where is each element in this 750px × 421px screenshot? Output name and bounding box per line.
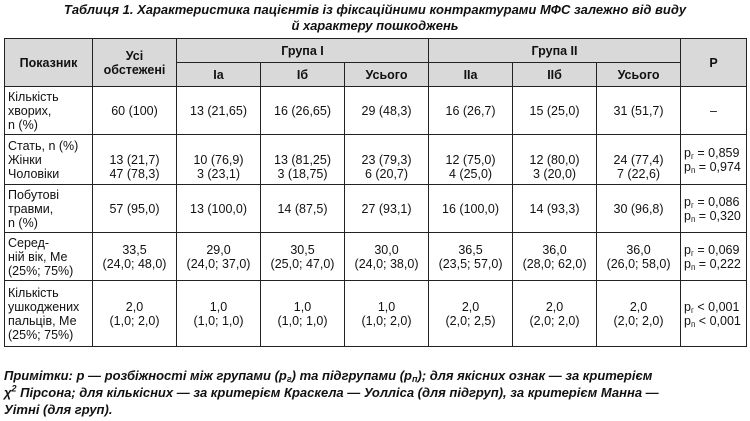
cell-value: (1,0; 1,0) [193, 313, 244, 328]
p-value-line [684, 146, 743, 160]
cell-value: 30,0 [374, 242, 399, 257]
cell-value: 24 (77,4) [613, 152, 664, 167]
p-value-cell [681, 87, 747, 135]
note-prefix: Примітки: p — розбіжності між групами (p [4, 368, 287, 383]
cell-value: 3 (18,75) [277, 166, 328, 181]
table-cell [345, 135, 429, 185]
cell-value: 30 (96,8) [613, 201, 664, 216]
cell-value: 13 (21,65) [190, 103, 247, 118]
p-subscript: п [690, 165, 696, 175]
cell-value: 57 (95,0) [109, 201, 160, 216]
p-value: < 0,001 [693, 299, 740, 314]
row-label [5, 135, 93, 185]
cell-value: 6 (20,7) [364, 166, 409, 181]
table-cell [93, 87, 177, 135]
p-symbol: p [684, 299, 691, 314]
table-cell [177, 233, 261, 281]
cell-value: 2,0 [125, 299, 144, 314]
cell-value: (1,0; 1,0) [277, 313, 328, 328]
p-symbol: p [684, 194, 691, 209]
row-label-line: (25%; 75%) [8, 263, 74, 278]
cell-value: 16 (26,7) [445, 103, 496, 118]
table-cell [429, 135, 513, 185]
p-value: = 0,974 [695, 159, 741, 174]
row-label-line: ній вік, Ме [8, 249, 68, 264]
cell-value: 2,0 [629, 299, 648, 314]
note-rest: Пірсона; для кількісних — за критерієм Краскела — Уолліса (для підгруп), за критерієм Манна — [16, 385, 659, 400]
cell-value: 36,0 [626, 242, 651, 257]
table-cell [513, 281, 597, 347]
cell-value: (25,0; 47,0) [270, 256, 335, 271]
cell-value: 36,5 [458, 242, 483, 257]
table-cell [177, 135, 261, 185]
header-subgroup-1a: Iа [177, 63, 261, 87]
cell-value: 29 (48,3) [361, 103, 412, 118]
cell-value: (23,5; 57,0) [438, 256, 503, 271]
cell-value: 10 (76,9) [193, 152, 244, 167]
table-cell [345, 87, 429, 135]
caption-line-1: Таблиця 1. Характеристика пацієнтів із фіксаційними контрактурами МФС залежно від виду [63, 2, 687, 17]
table-cell [93, 281, 177, 347]
header-all-examined: Усі обстежені [93, 39, 177, 87]
row-label-line: травми, [8, 201, 54, 216]
cell-value: 36,0 [542, 242, 567, 257]
cell-value: 4 (25,0) [448, 166, 493, 181]
row-label-line: n (%) [8, 215, 38, 230]
cell-value: 7 (22,6) [616, 166, 661, 181]
table-row [5, 185, 747, 233]
cell-value: 23 (79,3) [361, 152, 412, 167]
p-value-cell [681, 281, 747, 347]
cell-value [432, 139, 509, 153]
cell-value: (1,0; 2,0) [109, 313, 160, 328]
table-cell [261, 233, 345, 281]
note-last: Уітні (для груп). [4, 402, 113, 417]
cell-value: (2,0; 2,0) [529, 313, 580, 328]
table-cell [93, 233, 177, 281]
row-label [5, 185, 93, 233]
row-label [5, 281, 93, 347]
cell-value: 15 (25,0) [529, 103, 580, 118]
cell-value: 16 (26,65) [274, 103, 331, 118]
table-cell [261, 281, 345, 347]
cell-value: (2,0; 2,5) [445, 313, 496, 328]
cell-value: (1,0; 2,0) [361, 313, 412, 328]
row-label-line: хворих, [8, 103, 52, 118]
row-label [5, 87, 93, 135]
p-value-line [684, 209, 743, 223]
table-cell [345, 233, 429, 281]
row-label-line: Серед- [8, 235, 50, 250]
p-subscript: п [690, 262, 696, 272]
row-label-line: (25%; 75%) [8, 327, 74, 342]
p-subscript: п [690, 319, 696, 329]
cell-value: 30,5 [290, 242, 315, 257]
cell-value: 47 (78,3) [109, 166, 160, 181]
p-symbol: p [684, 159, 691, 174]
cell-value [516, 139, 593, 153]
table-cell [429, 185, 513, 233]
table-cell [597, 135, 681, 185]
cell-value: 1,0 [293, 299, 312, 314]
header-group-1-total: Усього [345, 63, 429, 87]
cell-value: 2,0 [545, 299, 564, 314]
header-subgroup-1b: Iб [261, 63, 345, 87]
p-value-line [684, 257, 743, 271]
p-subscript: п [690, 214, 696, 224]
caption-line-2: й характеру пошкоджень [291, 18, 459, 33]
header-group-2-total: Усього [597, 63, 681, 87]
p-value: < 0,001 [695, 313, 741, 328]
p-value-cell [681, 233, 747, 281]
cell-value: 1,0 [209, 299, 228, 314]
patient-characteristics-table [4, 38, 747, 347]
table-row [5, 233, 747, 281]
p-value-line [684, 160, 743, 174]
cell-value: 3 (20,0) [532, 166, 577, 181]
table-notes [4, 367, 746, 418]
p-value: = 0,222 [695, 256, 741, 271]
table-cell [261, 87, 345, 135]
table-cell [345, 185, 429, 233]
table-cell [261, 185, 345, 233]
cell-value: (24,0; 48,0) [102, 256, 167, 271]
row-label [5, 233, 93, 281]
row-label-line: n (%) [8, 117, 38, 132]
cell-value [348, 139, 425, 153]
p-symbol: p [684, 256, 691, 271]
p-subscript: г [690, 248, 694, 258]
note-sup-2: 2 [11, 383, 17, 394]
p-value: = 0,859 [693, 145, 740, 160]
p-value: = 0,069 [693, 242, 740, 257]
header-group-2: Група II [429, 39, 681, 63]
table-cell [429, 87, 513, 135]
cell-value: 3 (23,1) [196, 166, 241, 181]
header-subgroup-2b: IIб [513, 63, 597, 87]
p-subscript: г [690, 200, 694, 210]
table-cell [597, 233, 681, 281]
row-label-line: Стать, n (%) [8, 138, 79, 153]
header-indicator: Показник [5, 39, 93, 87]
cell-value: 60 (100) [111, 103, 158, 118]
table-cell [597, 281, 681, 347]
table-caption [0, 2, 750, 34]
cell-value: (26,0; 58,0) [606, 256, 671, 271]
header-subgroup-2a: IIа [429, 63, 513, 87]
header-p: P [681, 39, 747, 87]
row-label-line: Чоловіки [8, 166, 60, 181]
note-after: ); для якісних ознак — за критерієм [417, 368, 653, 383]
p-value-line [684, 195, 743, 209]
table-cell [177, 281, 261, 347]
cell-value: (24,0; 37,0) [186, 256, 251, 271]
cell-value: 33,5 [122, 242, 147, 257]
note-sub-g: г [286, 374, 292, 384]
cell-value [600, 139, 677, 153]
p-value: = 0,320 [695, 208, 741, 223]
p-value-line [684, 104, 743, 118]
table-cell [513, 185, 597, 233]
p-value: = 0,086 [693, 194, 740, 209]
row-label-line: Побутові [8, 187, 60, 202]
note-chi: χ [4, 385, 12, 400]
p-subscript: г [690, 151, 694, 161]
table-row [5, 87, 747, 135]
table-cell [429, 233, 513, 281]
cell-value [180, 139, 257, 153]
cell-value: 14 (87,5) [277, 201, 328, 216]
cell-value: 13 (81,25) [274, 152, 331, 167]
cell-value [96, 139, 173, 153]
cell-value [264, 139, 341, 153]
p-symbol: p [684, 313, 691, 328]
p-symbol: p [684, 208, 691, 223]
note-sub-p: п [411, 374, 418, 384]
p-symbol: p [684, 145, 691, 160]
cell-value: 31 (51,7) [613, 103, 664, 118]
cell-value: 13 (21,7) [109, 152, 160, 167]
table-cell [513, 87, 597, 135]
p-value: – [710, 103, 717, 118]
table-cell [177, 185, 261, 233]
cell-value: 12 (75,0) [445, 152, 496, 167]
cell-value: 12 (80,0) [529, 152, 580, 167]
p-symbol: p [684, 242, 691, 257]
row-label-line: Кількість [8, 285, 59, 300]
table-cell [597, 87, 681, 135]
row-label-line: Жінки [8, 152, 42, 167]
table-cell [93, 135, 177, 185]
cell-value: (2,0; 2,0) [613, 313, 664, 328]
p-value-line [684, 314, 743, 328]
note-mid: ) та підгрупами (p [291, 368, 412, 383]
row-label-line: Кількість [8, 89, 59, 104]
p-subscript: г [690, 305, 694, 315]
cell-value: 1,0 [377, 299, 396, 314]
table-row [5, 135, 747, 185]
p-value-cell [681, 135, 747, 185]
table-cell [261, 135, 345, 185]
cell-value: 29,0 [206, 242, 231, 257]
cell-value: 27 (93,1) [361, 201, 412, 216]
cell-value: 2,0 [461, 299, 480, 314]
table-cell [345, 281, 429, 347]
row-label-line: ушкоджених [8, 299, 80, 314]
p-value-line [684, 243, 743, 257]
cell-value: (28,0; 62,0) [522, 256, 587, 271]
cell-value: 16 (100,0) [442, 201, 500, 216]
row-label-line: пальців, Ме [8, 313, 77, 328]
header-group-1: Група I [177, 39, 429, 63]
table-row [5, 281, 747, 347]
cell-value: 14 (93,3) [529, 201, 580, 216]
table-cell [513, 233, 597, 281]
p-value-line [684, 300, 743, 314]
table-cell [429, 281, 513, 347]
p-value-cell [681, 185, 747, 233]
table-cell [93, 185, 177, 233]
table-cell [513, 135, 597, 185]
table-cell [597, 185, 681, 233]
cell-value: 13 (100,0) [190, 201, 247, 216]
cell-value: (24,0; 38,0) [354, 256, 419, 271]
table-cell [177, 87, 261, 135]
